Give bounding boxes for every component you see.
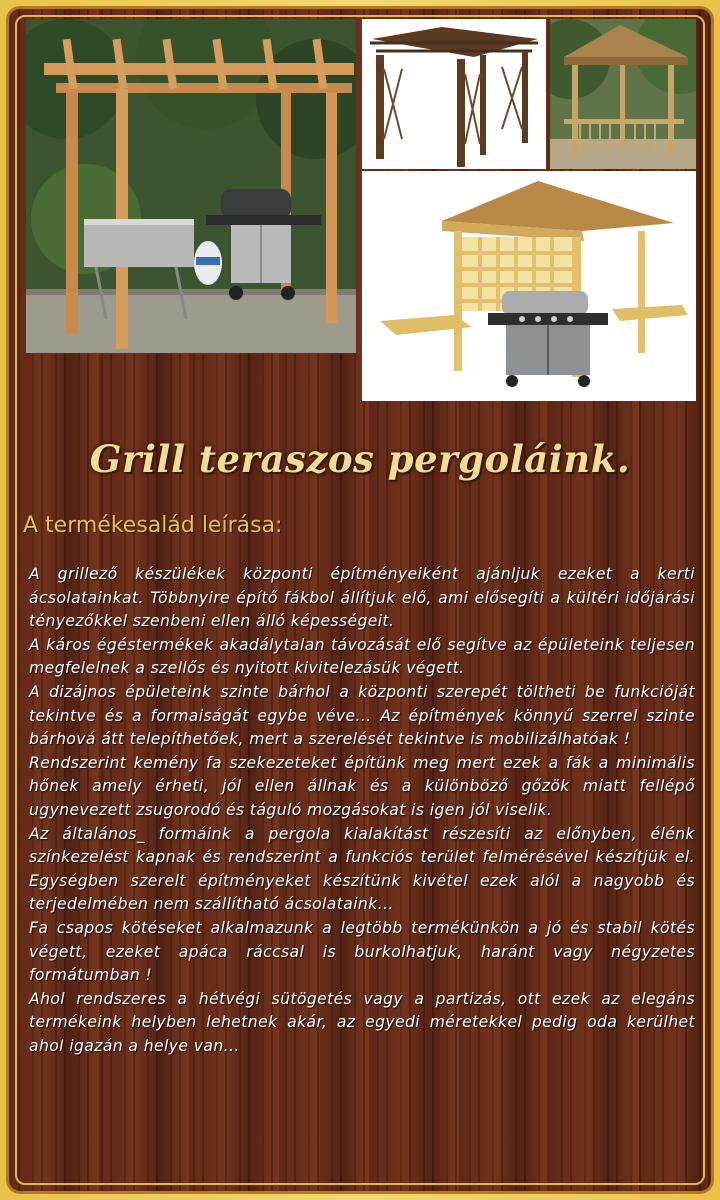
photo-wooden-gazebo — [550, 19, 696, 169]
paragraph: Ahol rendszeres a hétvégi sütögetés vagy a partizás, ott ezek az elegáns termékeink helyben lehetnek akár, az egyedi méretekkel pedig oda kerülhet ahol igazán a helye van... — [29, 989, 695, 1055]
paragraph: Fa csapos kötéseket alkalmazunk a legtöbb termékünkön a jó és stabil kötés végett, ezeket apáca ráccsal is burkolhatjuk, haránt vagy négyzetes formátumban ! — [29, 918, 695, 985]
page-title: Grill teraszos pergoláink. — [89, 437, 631, 481]
paragraph: Az általános_ formáink a pergola kialakítást részesíti az előnyben, élénk színkezelést kapnak és rendszerint a funkciós terület felmérésével készítjük el. Egységben szerelt építményeket készítünk kivétel ezek alól a nagyobb és terjedelmében nem szállítható ácsolataink... — [29, 824, 695, 914]
paragraph: A dizájnos épületeink szinte bárhol a központi szerepét töltheti be funkcióját tekintve és a formaiságát egybe véve... Az építmények könnyű szerrel szinte bárhová átt telepíthetőek, mert a szerelését tekintve is mobilizálhatóak ! — [29, 682, 695, 749]
paragraph: Rendszerint kemény fa szekezeteket építünk meg mert ezek a fák a minimális hőnek amely érheti, jól ellen állnak és a különböző gőzök miatt fellépő ugynevezett zsugorodó és táguló mozgásokat is igen jól viselik. — [29, 753, 695, 819]
photo-grill-pergola-lattice — [362, 171, 696, 401]
paragraph: A grillező készülékek központi építményeiként ajánljuk ezeket a kerti ácsolatainkat. Többnyire építő fákbol állítjuk elő, ami elősegíti a kültéri időjárási tényezőkkel szenbeni ellen álló képességeit. — [29, 565, 695, 631]
photo-dark-lattice-pergola — [362, 19, 546, 169]
photo-cedar-pergola-grill — [26, 19, 356, 353]
description-text — [29, 563, 695, 1058]
wood-panel — [6, 6, 714, 1194]
section-label: A termékesalád leírása: — [23, 513, 283, 538]
paragraph: A káros égéstermékek akadálytalan távozását elő segítve az épületeink teljesen megfelelnek a szellős és nyitott kivitelezásük végett. — [29, 635, 695, 678]
